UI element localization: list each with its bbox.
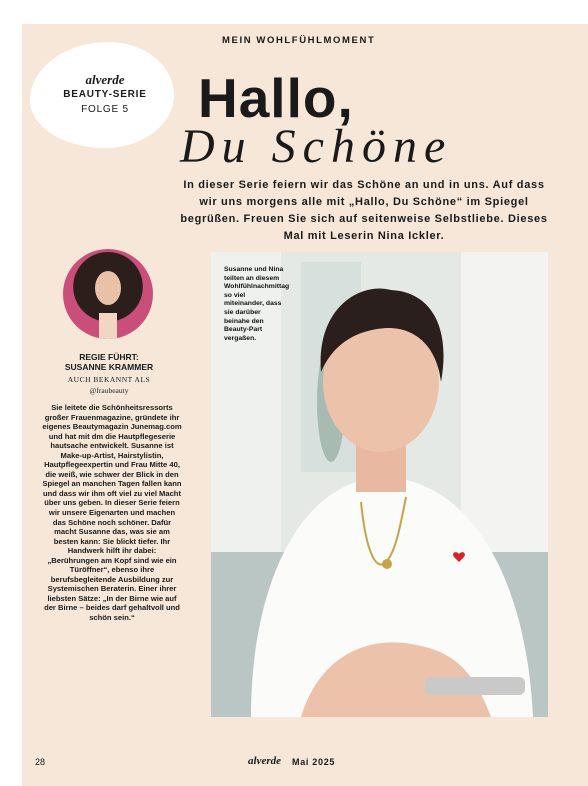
footer-brand: alverde xyxy=(248,755,281,767)
sidebar-body: Sie leitete die Schönheitsressorts großer Frauenmagazine, gründete ihr eigenes Beautymagazin Junemag.com und hat mit dm die Hautpflegeserie hautsache entwickelt. Susanne ist Make-up-Artist, Hairstylistin, Hautpflegeexpertin und Frau Mitte 40, die weiß, wie schwer der Blick in den Spiegel an manchen Tagen fallen kann und dass wir ihm oft viel zu viel Macht über uns geben. In dieser Serie feiern wir unsere Eigenarten und machen das Schöne noch schöner. Dafür macht Susanne das, was sie am besten kann: Sie blickt tiefer. Ihr Handwerk hilft ihr dabei: „Berührungen am Kopf sind wie ein Türöffner“, ebenso ihre berufsbegleitende Ausbildung zur Systemischen Beraterin. Einer ihrer liebsten Sätze: „In der Birne wie auf der Birne – beides darf gehaltvoll und schön sein.“ xyxy=(42,403,182,623)
footer-date: Mai 2025 xyxy=(292,757,336,767)
photo-caption: Susanne und Nina teilten an diesem Wohlfühlnachmittag so viel miteinander, dass sie darüber beinahe den Beauty-Part vergaßen. xyxy=(224,266,290,342)
section-kicker: MEIN WOHLFÜHLMOMENT xyxy=(222,35,376,46)
sidebar-title-line2: SUSANNE KRAMMER xyxy=(64,362,154,372)
intro-paragraph: In dieser Serie feiern wir das Schöne an und in uns. Auf dass wir uns morgens alle mit „Hallo, Du Schöne“ im Spiegel begrüßen. Freuen Sie sich auf seitenweise Selbstliebe. Dieses Mal mit Leserin Nina Ickler. xyxy=(180,179,548,242)
avatar-face xyxy=(95,271,121,305)
badge-brand: alverde xyxy=(85,72,125,87)
badge-episode: FOLGE 5 xyxy=(81,104,129,115)
headline-line1: Hallo, xyxy=(198,67,354,129)
headline-line2: Du Schöne xyxy=(180,120,453,173)
sidebar-title xyxy=(30,352,188,372)
portrait-photo xyxy=(211,252,548,717)
sidebar-handle: @fraubeauty xyxy=(89,386,129,395)
page-number: 28 xyxy=(35,757,46,767)
sidebar-aka: AUCH BEKANNT ALS xyxy=(67,375,151,384)
sidebar-title-line1: REGIE FÜHRT: xyxy=(79,352,139,362)
badge-series: BEAUTY-SERIE xyxy=(63,89,147,100)
author-avatar xyxy=(63,249,153,339)
avatar-neck xyxy=(99,313,117,339)
